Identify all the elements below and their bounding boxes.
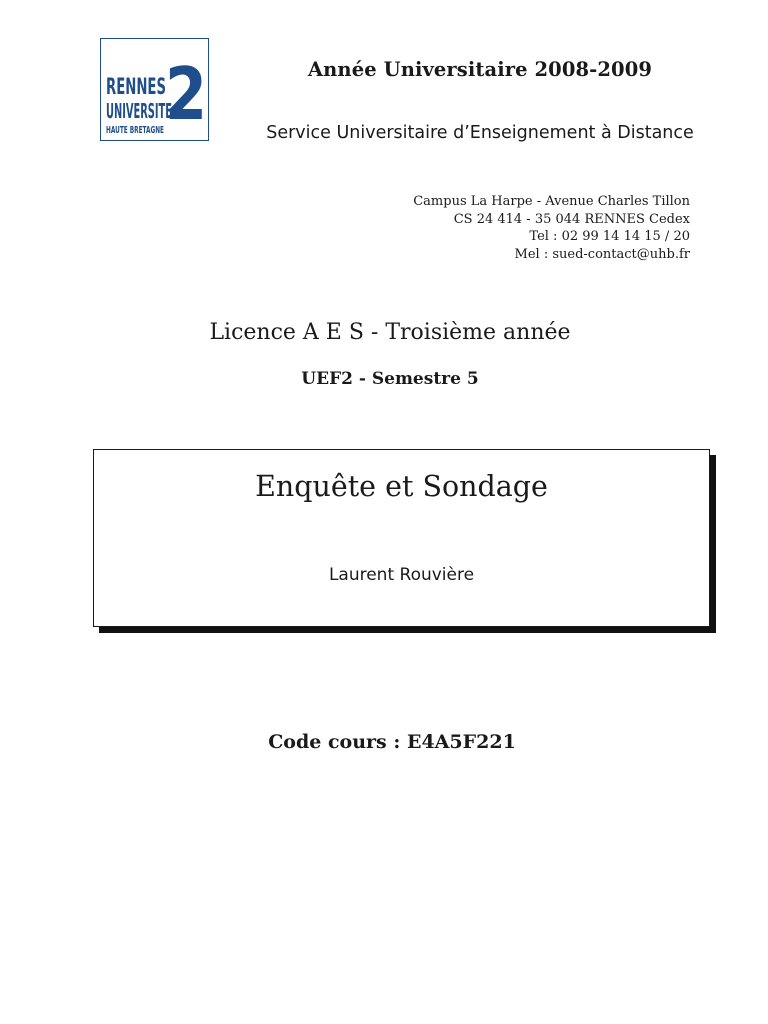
logo-haute-bretagne-text: HAUTE BRETAGNE <box>106 125 165 136</box>
university-logo-graphic <box>101 39 207 139</box>
service-name: Service Universitaire d’Enseignement à Distance <box>266 123 694 143</box>
course-title: Enquête et Sondage <box>255 470 548 503</box>
address-line-campus: Campus La Harpe - Avenue Charles Tillon <box>413 194 690 209</box>
course-title-box <box>93 449 710 627</box>
logo-universite-text: UNIVERSITE <box>106 99 172 123</box>
logo-rennes-text: RENNES <box>106 75 166 100</box>
address-block <box>413 193 690 263</box>
unit-semester: UEF2 - Semestre 5 <box>301 369 479 389</box>
course-author: Laurent Rouvière <box>328 565 475 585</box>
logo-numeral-two: 2 <box>165 52 207 136</box>
university-logo <box>100 38 209 141</box>
address-line-postal: CS 24 414 - 35 044 RENNES Cedex <box>453 211 690 227</box>
address-line-email: Mel : sued-contact@uhb.fr <box>514 246 690 262</box>
program-title: Licence A E S - Troisième année <box>209 320 571 345</box>
address-line-phone: Tel : 02 99 14 14 15 / 20 <box>529 229 690 244</box>
academic-year: Année Universitaire 2008-2009 <box>307 58 653 81</box>
course-code: Code cours : E4A5F221 <box>268 731 516 753</box>
